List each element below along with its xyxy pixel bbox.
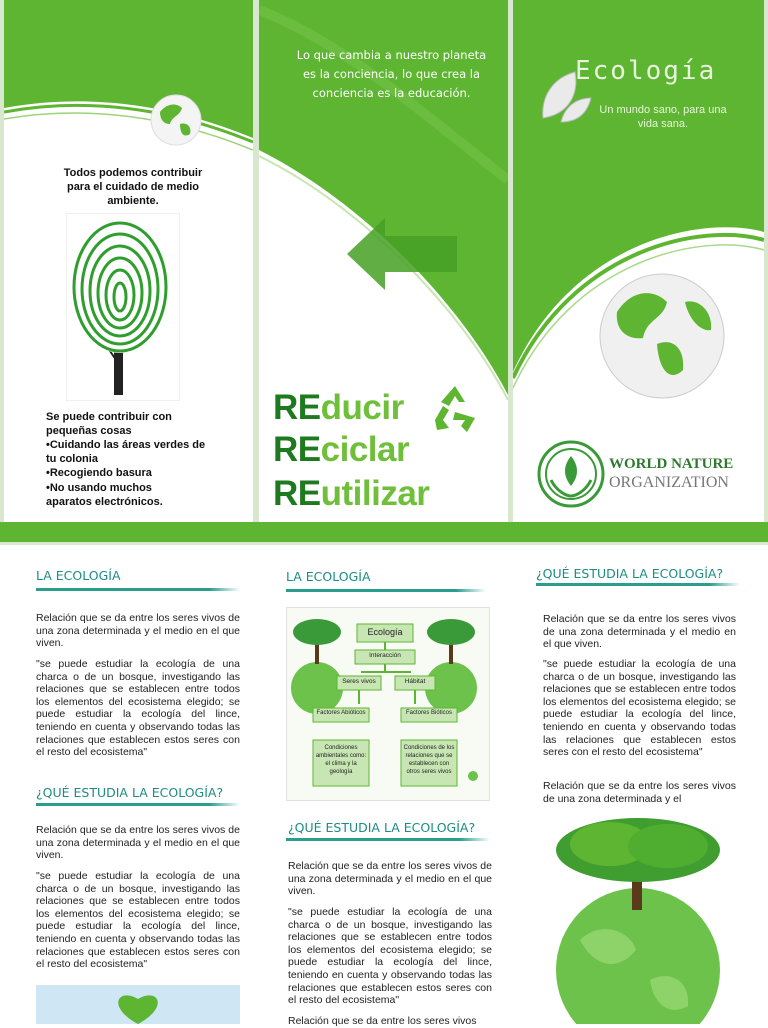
org-name-line2: ORGANIZATION (609, 474, 729, 491)
bullet-item: •Recogiendo basura (46, 467, 152, 479)
recycle-icon (429, 382, 481, 436)
diagram-node-habitat: Hábitat (404, 678, 426, 685)
reuse-word: REutilizar (273, 474, 430, 513)
paragraph: Relación que se da entre los seres vivos (288, 1015, 477, 1027)
heading-rule (286, 589, 486, 592)
section-heading: ¿QUÉ ESTUDIA LA ECOLOGÍA? (536, 566, 724, 581)
world-nature-logo-icon (537, 440, 605, 508)
bottom-green-band (0, 522, 768, 542)
ecology-diagram (286, 607, 490, 801)
section-heading: LA ECOLOGÍA (286, 569, 371, 584)
paragraph: Relación que se da entre los seres vivos de una zona determinada y el medio en el que viven. (36, 824, 240, 862)
diagram-node-ecology: Ecología (367, 627, 403, 637)
arrow-left-icon (347, 218, 457, 290)
paragraph: "se puede estudiar la ecología de una charca o de un bosque, investigando las relaciones que se establecen entre todos los elementos del ecosistema elegido; se puede estudiar la ecología del lince, teniendo en cuenta y observando todas las relaciones que establecen estos seres con el resto del ecosistema" (288, 906, 492, 1007)
bullet-item: •No usando muchos aparatos electrónicos. (46, 482, 163, 508)
org-name-line1: WORLD NATURE (609, 456, 734, 472)
paragraph: Relación que se da entre los seres vivos de una zona determinada y el medio en el que viven. (36, 612, 240, 650)
panel-right (513, 0, 764, 522)
quote-line: Lo que cambia a nuestro planeta (296, 48, 487, 62)
quote-line: es la conciencia, lo que crea la (302, 67, 481, 81)
recycle-word: REciclar (273, 430, 410, 469)
paragraph: Relación que se da entre los seres vivos de una zona determinada y el medio en el que viven. (543, 613, 736, 651)
panel-left-heading: Todos podemos contribuir para el cuidado de medio ambiente. (63, 167, 203, 207)
fingerprint-tree-image (66, 213, 180, 401)
globe-icon (150, 94, 202, 146)
bullet-item: •Cuidando las áreas verdes de tu colonia (46, 439, 206, 465)
section-heading: LA ECOLOGÍA (36, 568, 121, 583)
globe-tree-image (540, 810, 736, 1024)
diagram-node-biotic: Factores Bióticos (405, 710, 453, 716)
contribute-intro: Se puede contribuir con pequeñas cosas (46, 411, 172, 437)
globe-icon (597, 272, 727, 400)
brochure-subtitle: Un mundo sano, para una vida sana. (599, 104, 727, 130)
heading-rule (36, 588, 240, 591)
section-heading: ¿QUÉ ESTUDIA LA ECOLOGÍA? (288, 820, 476, 835)
paragraph: "se puede estudiar la ecología de una charca o de un bosque, investigando las relaciones que se establecen entre todos los elementos del ecosistema elegido; se puede estudiar la ecología del lince, teniendo en cuenta y observando todas las relaciones que establecen estos seres con el resto del ecosistema" (543, 658, 736, 759)
diagram-node-abiotic-desc: Condiciones ambientales como: el clima y la geología (315, 745, 367, 775)
brochure-title: Ecología (575, 56, 717, 86)
heart-tree-image (36, 985, 240, 1024)
panel-middle (259, 0, 508, 522)
paragraph: Relación que se da entre los seres vivos de una zona determinada y el (543, 780, 736, 804)
diagram-node-abiotic: Factores Abióticos (316, 710, 366, 716)
reduce-word: REducir (273, 388, 404, 427)
section-heading: ¿QUÉ ESTUDIA LA ECOLOGÍA? (36, 785, 224, 800)
diagram-node-interaction: Interacción (369, 652, 401, 659)
paragraph: "se puede estudiar la ecología de una charca o de un bosque, investigando las relaciones que se establecen entre todos los elementos del ecosistema elegido; se puede estudiar la ecología del lince, teniendo en cuenta y observando todas las relaciones que establecen estos seres con el resto del ecosistema" (36, 870, 240, 971)
panel-left (4, 0, 253, 522)
quote-line: conciencia es la educación. (312, 86, 471, 100)
paragraph: "se puede estudiar la ecología de una charca o de un bosque, investigando las relaciones que se establecen entre todos los elementos del ecosistema elegido; se puede estudiar la ecología del lince, teniendo en cuenta y observando todas las relaciones que establecen estos seres con el resto del ecosistema" (36, 658, 240, 759)
diagram-node-biotic-desc: Condiciones de los relaciones que se establecen con otros seres vivos (403, 745, 455, 775)
diagram-node-living: Seres vivos (342, 678, 376, 685)
paragraph: Relación que se da entre los seres vivos de una zona determinada y el medio en el que viven. (288, 860, 492, 898)
panel-left-wave (4, 0, 253, 160)
heading-rule (36, 803, 240, 806)
heading-rule (536, 583, 740, 586)
heading-rule (286, 838, 490, 841)
